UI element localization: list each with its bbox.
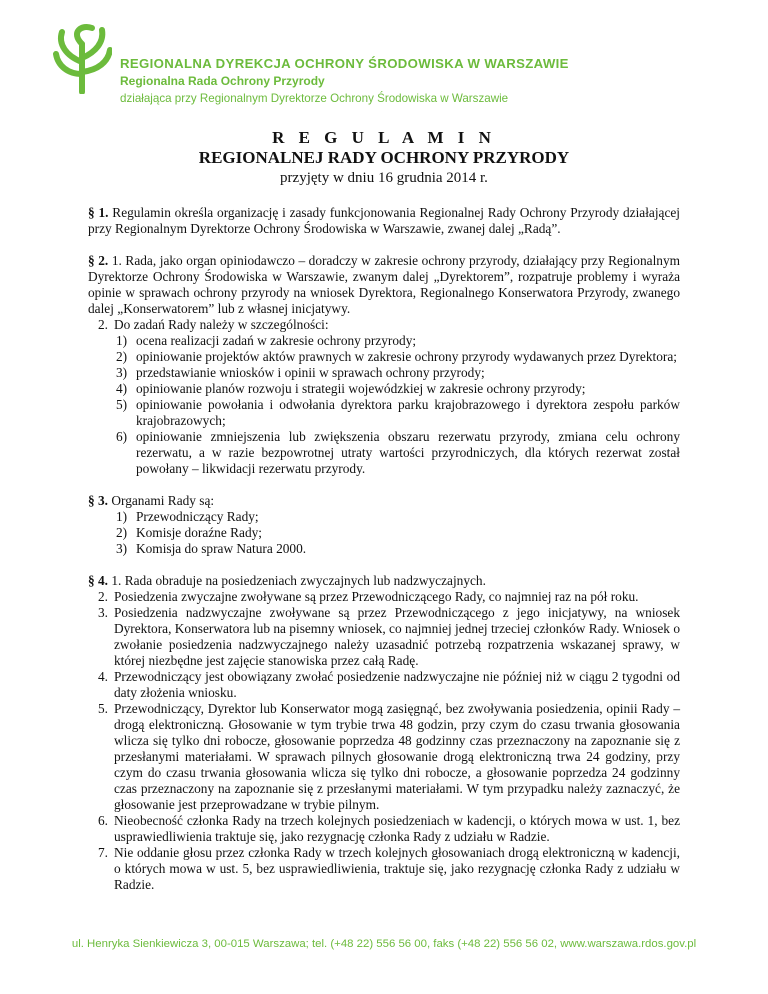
section-mark: § 1. <box>88 205 109 220</box>
section-4-paragraph-1 <box>88 573 680 589</box>
title-date: przyjęty w dniu 16 grudnia 2014 r. <box>280 170 488 186</box>
section-3 <box>88 493 680 557</box>
title-council: REGIONALNEJ RADY OCHRONY PRZYRODY <box>198 148 570 167</box>
footer-address: ul. Henryka Sienkiewicza 3, 00-015 Warszawa; tel. (+48 22) 556 56 00, faks (+48 22) 556 56 02, www.warszawa.rdos.gov.pl <box>71 938 697 950</box>
list-item: 2. Posiedzenia zwyczajne zwoływane są przez Przewodniczącego Rady, co najmniej raz na pół roku. <box>98 589 639 604</box>
list-item: 1) ocena realizacji zadań w zakresie ochrony przyrody; <box>116 333 417 348</box>
list-item: 4) opiniowanie planów rozwoju i strategii wojewódzkiej w zakresie ochrony przyrody; <box>116 381 586 396</box>
list-item: 7. Nie oddanie głosu przez członka Rady w trzech kolejnych głosowaniach drogą elektroniczną w kadencji, o których mowa w ust. 5, bez usprawiedliwienia, traktuje się, jako rezygnację członka Rady z udziału w Radzie. <box>98 845 680 892</box>
section-mark: § 2. <box>88 253 109 268</box>
section-3-paragraph <box>88 493 680 509</box>
list-item: 5. Przewodniczący, Dyrektor lub Konserwator mogą zasięgnąć, bez zwoływania posiedzenia, opinii Rady – drogą elektroniczną. Głosowanie w tym trybie trwa 48 godzin, przy czym do czasu trwania głosowania wlicza się tylko dni robocze, głosowanie poprzedza 48 godzinny czas przeznaczony na zapoznanie się z przesłanymi materiałami. W sprawach pilnych głosowanie drogą elektroniczną trwa 24 godziny, przy czym do czasu trwania głosowania wlicza się tylko dni robocze, a głosowanie poprzedza 24 godzinny czas przeznaczony na zapoznanie się z przesłanymi materiałami. W tym przypadku należy zaznaczyć, że głosowanie jest przeprowadzane w trybie pilnym. <box>98 701 680 812</box>
list-item: 6) opiniowanie zmniejszenia lub zwiększenia obszaru rezerwatu przyrody, zmiana celu ochrony rezerwatu, a w razie bezpowrotnej utraty wartości przyrodniczych, dla których rezerwat został powołany – likwidacji rezerwatu przyrody. <box>116 429 680 476</box>
section-2-paragraph-1 <box>88 253 680 317</box>
council-subtitle: działająca przy Regionalnym Dyrektorze Ochrony Środowiska w Warszawie <box>120 92 509 105</box>
list-item: 2) opiniowanie projektów aktów prawnych w zakresie ochrony przyrody wydawanych przez Dyrektora; <box>116 349 677 364</box>
section-1-paragraph <box>88 205 680 237</box>
section-4 <box>88 573 680 893</box>
section-2-tasks-list <box>88 333 680 477</box>
section-text: 1. Rada, jako organ opiniodawczo – doradczy w zakresie ochrony przyrody, działający przy Regionalnym Dyrektorze Ochrony Środowiska w Warszawie, zwanym dalej „Dyrektorem”, rozpatruje problemy i wyraża opinie w sprawach ochrony przyrody na wniosek Dyrektora, Regionalnego Konserwatora Przyrody, zwanego dalej „Konserwatorem” lub z własnej inicjatywy. <box>88 253 680 316</box>
section-2-points <box>88 317 680 333</box>
header-org-block <box>120 56 569 106</box>
section-mark: § 3. <box>88 493 109 508</box>
document-title <box>0 128 768 188</box>
list-item: 3) Komisja do spraw Natura 2000. <box>116 541 307 556</box>
list-item: 2) Komisje doraźne Rady; <box>116 525 262 540</box>
section-text: Regulamin określa organizację i zasady funkcjonowania Regionalnej Rady Ochrony Przyrody działającej przy Regionalnym Dyrektorze Ochrony Środowiska w Warszawie, zwanej dalej „Radą”. <box>88 205 681 236</box>
document-body <box>88 205 680 909</box>
org-name: REGIONALNA DYREKCJA OCHRONY ŚRODOWISKA W WARSZAWIE <box>120 56 569 71</box>
section-4-points <box>88 589 680 893</box>
leaf-logo-icon <box>52 22 112 94</box>
list-item: 3) przedstawianie wniosków i opinii w sprawach ochrony przyrody; <box>116 365 485 380</box>
list-item: 1) Przewodniczący Rady; <box>116 509 259 524</box>
council-name: Regionalna Rada Ochrony Przyrody <box>120 74 325 88</box>
section-text: 1. Rada obraduje na posiedzeniach zwyczajnych lub nadzwyczajnych. <box>108 573 486 588</box>
title-regulamin: R E G U L A M I N <box>272 128 496 147</box>
section-text: Organami Rady są: <box>108 493 215 508</box>
list-item: 4. Przewodniczący jest obowiązany zwołać posiedzenie nadzwyczajne nie później niż w ciągu 2 tygodni od daty złożenia wniosku. <box>98 669 680 700</box>
list-item: 5) opiniowanie powołania i odwołania dyrektora parku krajobrazowego i dyrektora zespołu parków krajobrazowych; <box>116 397 680 428</box>
section-1 <box>88 205 680 237</box>
section-3-organs-list <box>88 509 680 557</box>
section-mark: § 4. <box>88 573 109 588</box>
list-item: 6. Nieobecność członka Rady na trzech kolejnych posiedzeniach w kadencji, o których mowa w ust. 1, bez usprawiedliwienia traktuje się, jako rezygnację członka Rady z udziału w Radzie. <box>98 813 680 844</box>
list-item: 3. Posiedzenia nadzwyczajne zwoływane są przez Przewodniczącego z jego inicjatywy, na wniosek Dyrektora, Konserwatora lub na pisemny wniosek, co najmniej jednej trzeciej członków Rady. Wniosek o zwołanie posiedzenia nadzwyczajnego należy uzasadnić potrzebą rozpatrzenia wskazanej sprawy, w której niezbędne jest zajęcie stanowiska przez całą Radę. <box>98 605 680 668</box>
list-item: 2. Do zadań Rady należy w szczególności: <box>98 317 329 332</box>
section-2 <box>88 253 680 477</box>
